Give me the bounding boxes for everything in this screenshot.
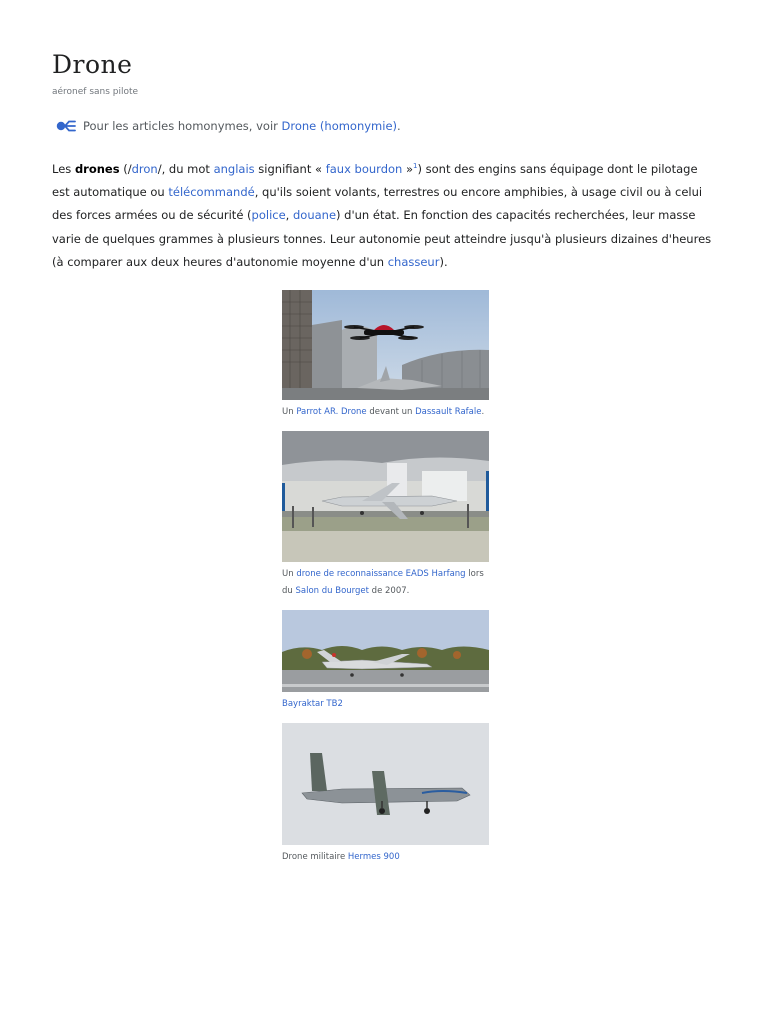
hatnote [56,119,401,133]
link-hermes-900[interactable]: Hermes 900 [347,852,400,862]
link-police[interactable]: police [251,208,286,223]
eads-harfang-image[interactable] [282,431,489,562]
figure-caption [282,696,489,713]
link-eads-harfang[interactable]: drone de reconnaissance EADS Harfang [296,569,466,579]
figure-caption: Un Parrot AR. Drone devant un Dassault Rafale. [282,407,485,417]
link-anglais[interactable]: anglais [213,162,255,176]
hatnote-text: Pour les articles homonymes, voir Drone (homonymie). [83,119,401,133]
hermes-900-image[interactable] [282,723,489,845]
link-chasseur[interactable]: chasseur [387,254,440,269]
link-douane[interactable]: douane [292,208,337,223]
link-dassault-rafale[interactable]: Dassault Rafale [415,407,482,417]
figure-hermes-900 [282,723,489,866]
term-drones: drones [74,162,120,176]
link-bayraktar-tb2[interactable]: Bayraktar TB2 [282,699,343,709]
bayraktar-tb2-image[interactable] [282,610,489,692]
link-dron[interactable]: dron [131,162,158,176]
page-subtitle: aéronef sans pilote [52,87,139,97]
figure-bayraktar-tb2 [282,610,489,713]
figure-parrot-drone [282,290,489,421]
reference-1[interactable]: 1 [413,162,418,171]
link-telecommande[interactable]: télécommandé [168,185,255,200]
page-title: Drone [52,50,133,79]
link-faux-bourdon[interactable]: faux bourdon [325,162,403,176]
figure-caption: Un drone de reconnaissance EADS Harfang lors du Salon du Bourget de 2007. [282,569,484,596]
figure-caption: Drone militaire Hermes 900 [282,852,400,862]
hatnote-link[interactable]: Drone (homonymie) [281,119,398,133]
link-salon-du-bourget[interactable]: Salon du Bourget [295,586,369,596]
link-parrot-ar-drone[interactable]: Parrot AR. Drone [296,407,367,417]
intro-paragraph: Les drones (/dron/, du mot anglais signifiant « faux bourdon »$^1$) sont des engins sans équipage dont le pilotage est automatique ou télécommandé, qu'ils soient volants, terrestres ou encore amphibies, à usage civil ou à celui des forces armées ou de sécurité (police, douane) d'un état. En fonction des capacités recherchées, leur masse varie de quelques grammes à plusieurs tonnes. Leur autonomie peut atteindre jusqu'à plusieurs dizaines d'heures (à comparer aux deux heures d'autonomie moyenne d'un chasseur). [52,162,712,269]
parrot-drone-image[interactable] [282,290,489,400]
figure-eads-harfang [282,431,489,600]
disambiguation-icon [56,119,76,133]
